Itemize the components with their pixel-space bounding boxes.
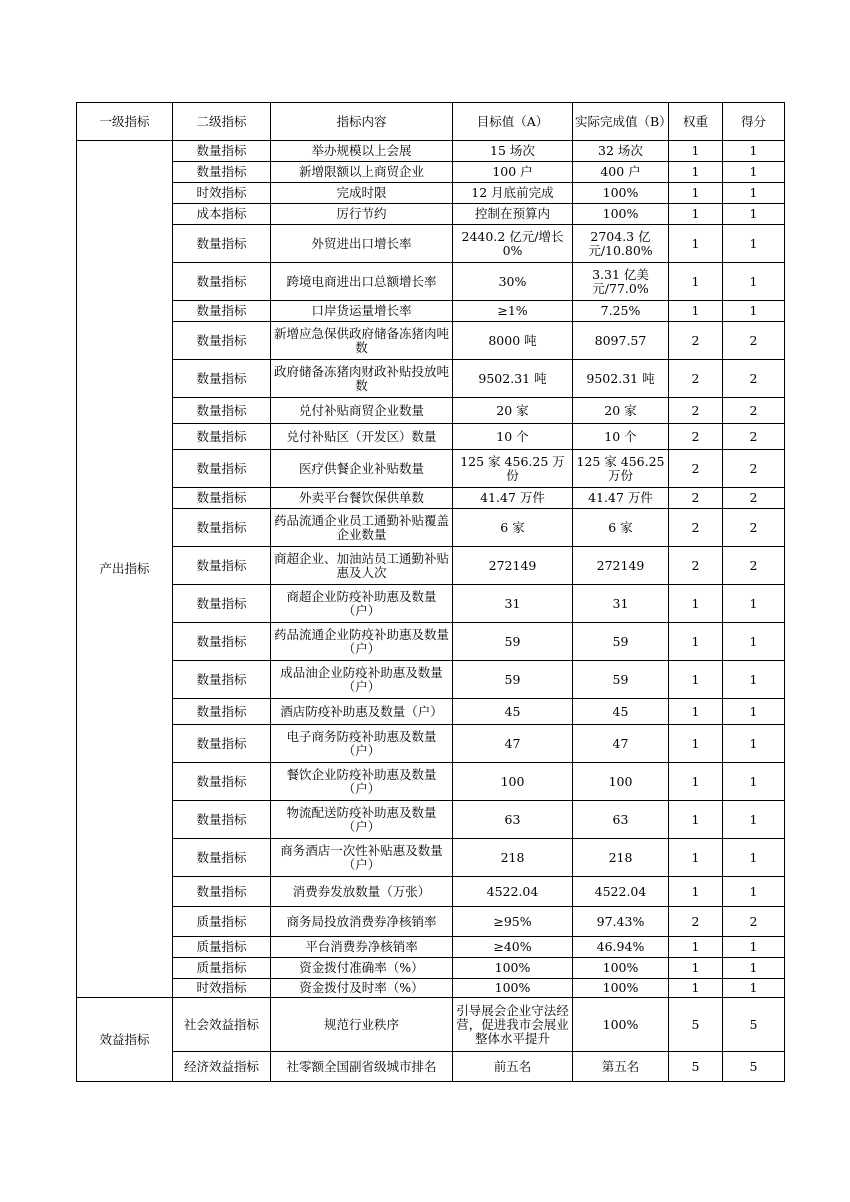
target-value-cell: 前五名 — [453, 1052, 573, 1082]
target-value-cell: ≥1% — [453, 301, 573, 322]
table-row — [77, 661, 785, 699]
score-cell: 1 — [723, 877, 785, 907]
score-cell: 1 — [723, 183, 785, 204]
weight-cell: 1 — [669, 763, 723, 801]
score-cell: 5 — [723, 1052, 785, 1082]
indicator-content-cell: 医疗供餐企业补贴数量 — [271, 450, 453, 488]
weight-cell: 1 — [669, 958, 723, 979]
table-row — [77, 937, 785, 958]
table-row — [77, 450, 785, 488]
table-row — [77, 763, 785, 801]
actual-value-cell: 8097.57 — [573, 322, 669, 360]
actual-value-cell: 46.94% — [573, 937, 669, 958]
score-cell: 5 — [723, 998, 785, 1052]
weight-cell: 2 — [669, 488, 723, 509]
level2-indicator-cell: 数量指标 — [173, 488, 271, 509]
actual-value-cell: 100% — [573, 979, 669, 998]
level2-indicator-cell: 数量指标 — [173, 450, 271, 488]
indicator-content-cell: 成品油企业防疫补助惠及数量（户） — [271, 661, 453, 699]
header-cell: 指标内容 — [271, 103, 453, 141]
actual-value-cell: 272149 — [573, 547, 669, 585]
level2-indicator-cell: 数量指标 — [173, 322, 271, 360]
table-row — [77, 958, 785, 979]
level1-indicator-cell: 产出指标 — [77, 141, 173, 998]
actual-value-cell: 63 — [573, 801, 669, 839]
score-cell: 2 — [723, 398, 785, 424]
target-value-cell: ≥40% — [453, 937, 573, 958]
level2-indicator-cell: 时效指标 — [173, 979, 271, 998]
score-cell: 1 — [723, 699, 785, 725]
indicator-content-cell: 兑付补贴区（开发区）数量 — [271, 424, 453, 450]
table-row — [77, 979, 785, 998]
level2-indicator-cell: 数量指标 — [173, 301, 271, 322]
weight-cell: 1 — [669, 979, 723, 998]
level2-indicator-cell: 数量指标 — [173, 699, 271, 725]
level2-indicator-cell: 数量指标 — [173, 225, 271, 263]
actual-value-cell: 9502.31 吨 — [573, 360, 669, 398]
indicator-content-cell: 电子商务防疫补助惠及数量（户） — [271, 725, 453, 763]
header-cell: 实际完成值（B） — [573, 103, 669, 141]
score-cell: 1 — [723, 661, 785, 699]
indicator-content-cell: 药品流通企业员工通勤补贴覆盖企业数量 — [271, 509, 453, 547]
level2-indicator-cell: 质量指标 — [173, 937, 271, 958]
table-row — [77, 488, 785, 509]
score-cell: 1 — [723, 585, 785, 623]
table-row — [77, 263, 785, 301]
indicator-content-cell: 外贸进出口增长率 — [271, 225, 453, 263]
target-value-cell: 9502.31 吨 — [453, 360, 573, 398]
score-cell: 1 — [723, 225, 785, 263]
target-value-cell: 45 — [453, 699, 573, 725]
weight-cell: 2 — [669, 322, 723, 360]
score-cell: 1 — [723, 937, 785, 958]
actual-value-cell: 7.25% — [573, 301, 669, 322]
indicator-content-cell: 新增限额以上商贸企业 — [271, 162, 453, 183]
level2-indicator-cell: 数量指标 — [173, 585, 271, 623]
target-value-cell: 100 户 — [453, 162, 573, 183]
target-value-cell: 218 — [453, 839, 573, 877]
score-cell: 1 — [723, 162, 785, 183]
target-value-cell: ≥95% — [453, 907, 573, 937]
indicator-content-cell: 新增应急保供政府储备冻猪肉吨数 — [271, 322, 453, 360]
table-row — [77, 801, 785, 839]
target-value-cell: 41.47 万件 — [453, 488, 573, 509]
table-row — [77, 877, 785, 907]
table-row — [77, 907, 785, 937]
indicator-content-cell: 商务酒店一次性补贴惠及数量（户） — [271, 839, 453, 877]
target-value-cell: 31 — [453, 585, 573, 623]
indicator-content-cell: 资金拨付准确率（%） — [271, 958, 453, 979]
actual-value-cell: 59 — [573, 623, 669, 661]
table-row — [77, 623, 785, 661]
table-row — [77, 360, 785, 398]
weight-cell: 1 — [669, 661, 723, 699]
target-value-cell: 272149 — [453, 547, 573, 585]
table-row — [77, 301, 785, 322]
weight-cell: 2 — [669, 547, 723, 585]
weight-cell: 1 — [669, 839, 723, 877]
indicator-content-cell: 社零额全国副省级城市排名 — [271, 1052, 453, 1082]
indicator-content-cell: 物流配送防疫补助惠及数量（户） — [271, 801, 453, 839]
table-row — [77, 1052, 785, 1082]
table-row — [77, 162, 785, 183]
score-cell: 1 — [723, 979, 785, 998]
score-cell: 2 — [723, 450, 785, 488]
target-value-cell: 100 — [453, 763, 573, 801]
actual-value-cell: 32 场次 — [573, 141, 669, 162]
target-value-cell: 10 个 — [453, 424, 573, 450]
weight-cell: 1 — [669, 937, 723, 958]
level2-indicator-cell: 成本指标 — [173, 204, 271, 225]
weight-cell: 2 — [669, 907, 723, 937]
table-row — [77, 322, 785, 360]
level2-indicator-cell: 数量指标 — [173, 725, 271, 763]
target-value-cell: 15 场次 — [453, 141, 573, 162]
target-value-cell: 控制在预算内 — [453, 204, 573, 225]
actual-value-cell: 3.31 亿美元/77.0% — [573, 263, 669, 301]
indicator-content-cell: 口岸货运量增长率 — [271, 301, 453, 322]
weight-cell: 5 — [669, 1052, 723, 1082]
table-row — [77, 398, 785, 424]
actual-value-cell: 218 — [573, 839, 669, 877]
table-row — [77, 183, 785, 204]
actual-value-cell: 45 — [573, 699, 669, 725]
weight-cell: 2 — [669, 509, 723, 547]
header-cell: 二级指标 — [173, 103, 271, 141]
weight-cell: 1 — [669, 877, 723, 907]
level2-indicator-cell: 数量指标 — [173, 839, 271, 877]
actual-value-cell: 41.47 万件 — [573, 488, 669, 509]
target-value-cell: 引导展会企业守法经营，促进我市会展业整体水平提升 — [453, 998, 573, 1052]
level1-indicator-cell: 效益指标 — [77, 998, 173, 1082]
indicator-content-cell: 商务局投放消费券净核销率 — [271, 907, 453, 937]
table-row — [77, 204, 785, 225]
weight-cell: 1 — [669, 725, 723, 763]
actual-value-cell: 59 — [573, 661, 669, 699]
indicator-content-cell: 跨境电商进出口总额增长率 — [271, 263, 453, 301]
target-value-cell: 125 家 456.25 万份 — [453, 450, 573, 488]
indicator-content-cell: 平台消费券净核销率 — [271, 937, 453, 958]
header-cell: 目标值（A） — [453, 103, 573, 141]
score-cell: 2 — [723, 547, 785, 585]
target-value-cell: 2440.2 亿元/增长 0% — [453, 225, 573, 263]
weight-cell: 5 — [669, 998, 723, 1052]
target-value-cell: 6 家 — [453, 509, 573, 547]
table-row — [77, 699, 785, 725]
score-cell: 1 — [723, 763, 785, 801]
score-cell: 1 — [723, 263, 785, 301]
level2-indicator-cell: 数量指标 — [173, 661, 271, 699]
level2-indicator-cell: 数量指标 — [173, 263, 271, 301]
score-cell: 1 — [723, 141, 785, 162]
weight-cell: 1 — [669, 699, 723, 725]
weight-cell: 1 — [669, 183, 723, 204]
score-cell: 2 — [723, 488, 785, 509]
target-value-cell: 8000 吨 — [453, 322, 573, 360]
weight-cell: 2 — [669, 398, 723, 424]
score-cell: 1 — [723, 204, 785, 225]
weight-cell: 1 — [669, 141, 723, 162]
weight-cell: 1 — [669, 623, 723, 661]
indicator-content-cell: 商超企业防疫补助惠及数量（户） — [271, 585, 453, 623]
actual-value-cell: 100% — [573, 998, 669, 1052]
table-row — [77, 725, 785, 763]
weight-cell: 1 — [669, 301, 723, 322]
header-cell: 得分 — [723, 103, 785, 141]
target-value-cell: 47 — [453, 725, 573, 763]
table-row — [77, 839, 785, 877]
target-value-cell: 100% — [453, 979, 573, 998]
score-cell: 2 — [723, 907, 785, 937]
indicator-content-cell: 资金拨付及时率（%） — [271, 979, 453, 998]
target-value-cell: 30% — [453, 263, 573, 301]
level2-indicator-cell: 数量指标 — [173, 360, 271, 398]
actual-value-cell: 100% — [573, 958, 669, 979]
weight-cell: 1 — [669, 204, 723, 225]
indicator-content-cell: 药品流通企业防疫补助惠及数量（户） — [271, 623, 453, 661]
level2-indicator-cell: 数量指标 — [173, 424, 271, 450]
score-cell: 1 — [723, 958, 785, 979]
weight-cell: 2 — [669, 424, 723, 450]
table-row — [77, 585, 785, 623]
level2-indicator-cell: 数量指标 — [173, 509, 271, 547]
score-cell: 2 — [723, 424, 785, 450]
actual-value-cell: 4522.04 — [573, 877, 669, 907]
actual-value-cell: 100% — [573, 183, 669, 204]
target-value-cell: 100% — [453, 958, 573, 979]
weight-cell: 1 — [669, 162, 723, 183]
header-cell: 一级指标 — [77, 103, 173, 141]
actual-value-cell: 第五名 — [573, 1052, 669, 1082]
actual-value-cell: 97.43% — [573, 907, 669, 937]
level2-indicator-cell: 质量指标 — [173, 907, 271, 937]
level2-indicator-cell: 时效指标 — [173, 183, 271, 204]
level2-indicator-cell: 数量指标 — [173, 623, 271, 661]
level2-indicator-cell: 数量指标 — [173, 801, 271, 839]
indicator-content-cell: 完成时限 — [271, 183, 453, 204]
target-value-cell: 59 — [453, 623, 573, 661]
table-row — [77, 547, 785, 585]
level2-indicator-cell: 数量指标 — [173, 162, 271, 183]
weight-cell: 1 — [669, 801, 723, 839]
indicator-content-cell: 消费券发放数量（万张） — [271, 877, 453, 907]
actual-value-cell: 2704.3 亿元/10.80% — [573, 225, 669, 263]
header-row — [77, 103, 785, 141]
weight-cell: 1 — [669, 263, 723, 301]
level2-indicator-cell: 社会效益指标 — [173, 998, 271, 1052]
level2-indicator-cell: 质量指标 — [173, 958, 271, 979]
level2-indicator-cell: 经济效益指标 — [173, 1052, 271, 1082]
weight-cell: 1 — [669, 585, 723, 623]
actual-value-cell: 10 个 — [573, 424, 669, 450]
indicator-content-cell: 商超企业、加油站员工通勤补贴惠及人次 — [271, 547, 453, 585]
score-cell: 1 — [723, 801, 785, 839]
target-value-cell: 12 月底前完成 — [453, 183, 573, 204]
indicator-content-cell: 外卖平台餐饮保供单数 — [271, 488, 453, 509]
table-body — [77, 141, 785, 1082]
header-cell: 权重 — [669, 103, 723, 141]
indicator-content-cell: 餐饮企业防疫补助惠及数量（户） — [271, 763, 453, 801]
score-cell: 1 — [723, 725, 785, 763]
actual-value-cell: 125 家 456.25 万份 — [573, 450, 669, 488]
target-value-cell: 59 — [453, 661, 573, 699]
table-row — [77, 141, 785, 162]
indicator-content-cell: 规范行业秩序 — [271, 998, 453, 1052]
indicator-content-cell: 兑付补贴商贸企业数量 — [271, 398, 453, 424]
indicator-content-cell: 厉行节约 — [271, 204, 453, 225]
score-cell: 1 — [723, 839, 785, 877]
indicator-content-cell: 政府储备冻猪肉财政补贴投放吨数 — [271, 360, 453, 398]
level2-indicator-cell: 数量指标 — [173, 398, 271, 424]
actual-value-cell: 6 家 — [573, 509, 669, 547]
actual-value-cell: 400 户 — [573, 162, 669, 183]
level2-indicator-cell: 数量指标 — [173, 547, 271, 585]
level2-indicator-cell: 数量指标 — [173, 877, 271, 907]
table-row — [77, 225, 785, 263]
score-cell: 2 — [723, 360, 785, 398]
weight-cell: 2 — [669, 450, 723, 488]
score-cell: 1 — [723, 301, 785, 322]
performance-table — [76, 102, 785, 1082]
indicator-content-cell: 举办规模以上会展 — [271, 141, 453, 162]
actual-value-cell: 31 — [573, 585, 669, 623]
target-value-cell: 63 — [453, 801, 573, 839]
actual-value-cell: 100% — [573, 204, 669, 225]
actual-value-cell: 47 — [573, 725, 669, 763]
actual-value-cell: 100 — [573, 763, 669, 801]
score-cell: 2 — [723, 509, 785, 547]
target-value-cell: 20 家 — [453, 398, 573, 424]
table-row — [77, 998, 785, 1052]
weight-cell: 1 — [669, 225, 723, 263]
score-cell: 2 — [723, 322, 785, 360]
actual-value-cell: 20 家 — [573, 398, 669, 424]
indicator-content-cell: 酒店防疫补助惠及数量（户） — [271, 699, 453, 725]
target-value-cell: 4522.04 — [453, 877, 573, 907]
level2-indicator-cell: 数量指标 — [173, 141, 271, 162]
table-row — [77, 509, 785, 547]
weight-cell: 2 — [669, 360, 723, 398]
table-row — [77, 424, 785, 450]
level2-indicator-cell: 数量指标 — [173, 763, 271, 801]
score-cell: 1 — [723, 623, 785, 661]
